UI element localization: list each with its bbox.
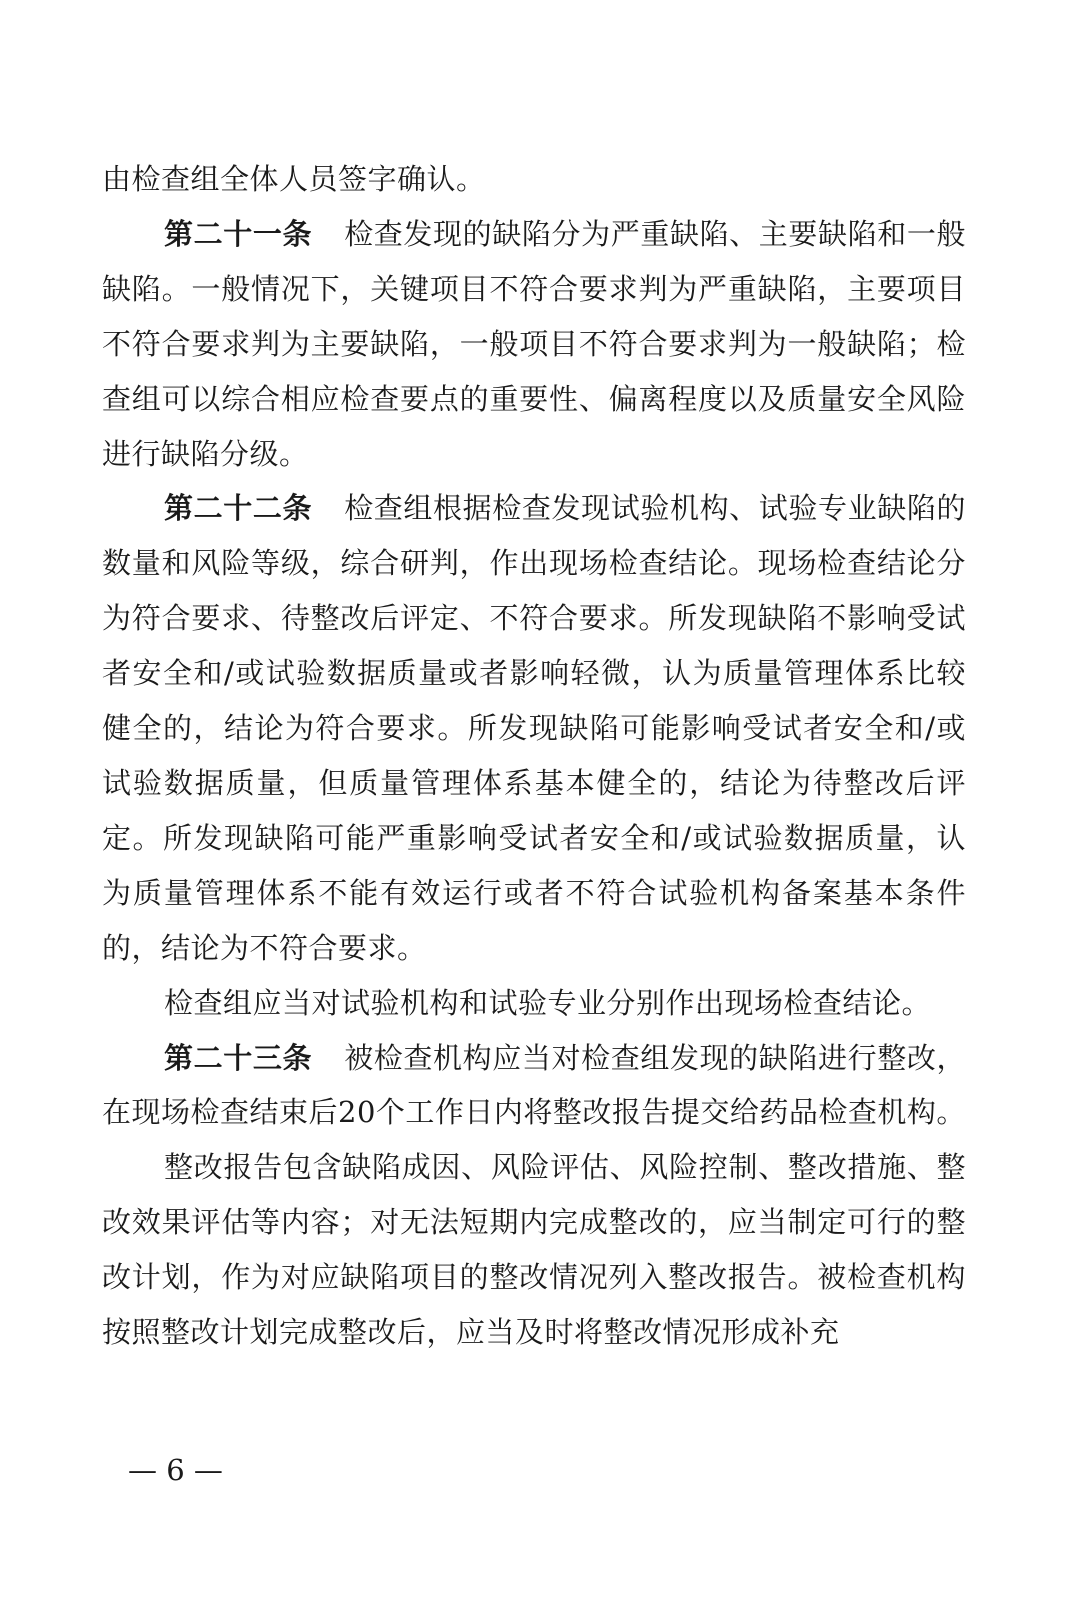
article-number: 第二十三条 [164, 1040, 313, 1075]
paragraph-continuation [102, 152, 966, 207]
article-23 [102, 1031, 966, 1141]
document-body [102, 152, 966, 1360]
paragraph-text: 由检查组全体人员签字确认。 [102, 162, 486, 196]
page-number: — 6 — [128, 1453, 223, 1487]
article-number: 第二十二条 [164, 491, 313, 526]
paragraph-text: 被检查机构应当对检查组发现的缺陷进行整改，在现场检查结束后20个工作日内将整改报告提交给药品检查机构。 [102, 1040, 966, 1130]
paragraph-rectification-report [102, 1140, 966, 1360]
article-number: 第二十一条 [164, 216, 313, 251]
paragraph-conclusion-note [102, 976, 966, 1031]
article-21 [102, 207, 966, 482]
paragraph-text: 整改报告包含缺陷成因、风险评估、风险控制、整改措施、整改效果评估等内容；对无法短期内完成整改的，应当制定可行的整改计划，作为对应缺陷项目的整改情况列入整改报告。被检查机构按照整改计划完成整改后，应当及时将整改情况形成补充 [102, 1150, 966, 1350]
paragraph-text: 检查组根据检查发现试验机构、试验专业缺陷的数量和风险等级，综合研判，作出现场检查结论。现场检查结论分为符合要求、待整改后评定、不符合要求。所发现缺陷不影响受试者安全和/或试验数据质量或者影响轻微，认为质量管理体系比较健全的，结论为符合要求。所发现缺陷可能影响受试者安全和/或试验数据质量，但质量管理体系基本健全的，结论为待整改后评定。所发现缺陷可能严重影响受试者安全和/或试验数据质量，认为质量管理体系不能有效运行或者不符合试验机构备案基本条件的，结论为不符合要求。 [102, 491, 966, 965]
paragraph-text: 检查发现的缺陷分为严重缺陷、主要缺陷和一般缺陷。一般情况下，关键项目不符合要求判为严重缺陷，主要项目不符合要求判为主要缺陷，一般项目不符合要求判为一般缺陷；检查组可以综合相应检查要点的重要性、偏离程度以及质量安全风险进行缺陷分级。 [102, 216, 966, 471]
article-22 [102, 481, 966, 975]
paragraph-text: 检查组应当对试验机构和试验专业分别作出现场检查结论。 [164, 985, 932, 1020]
